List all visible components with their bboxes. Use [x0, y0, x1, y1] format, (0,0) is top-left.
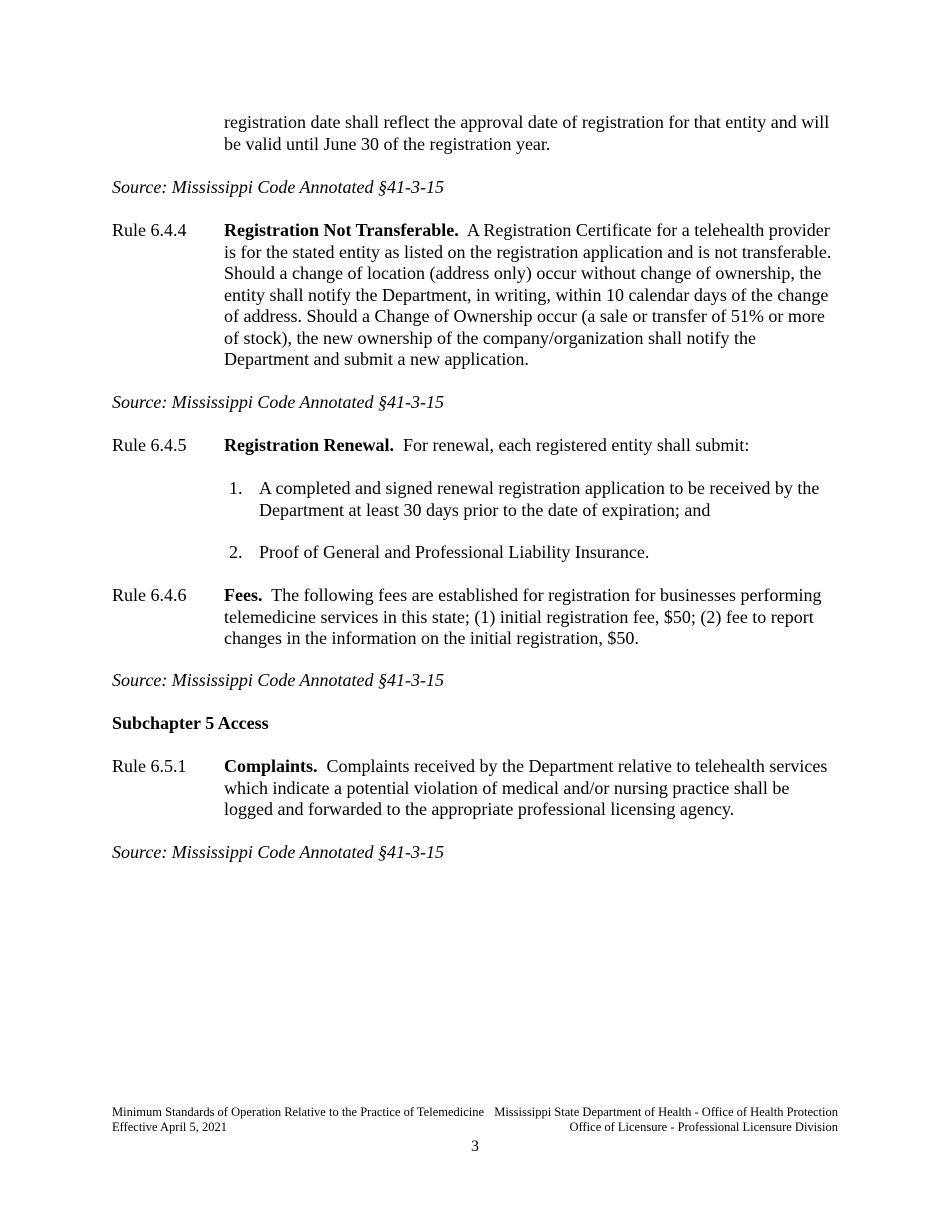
rule-title: Fees.: [224, 585, 263, 605]
footer-left: [112, 1105, 484, 1135]
page-number: 3: [471, 1138, 479, 1155]
rule-number: Rule 6.4.5: [112, 435, 187, 455]
list-item-text: Proof of General and Professional Liability Insurance.: [259, 542, 650, 562]
source-citation: Source: Mississippi Code Annotated §41-3-15: [112, 392, 444, 412]
footer-document-title: Minimum Standards of Operation Relative to the Practice of Telemedicine: [112, 1105, 485, 1119]
footer-division: Office of Licensure - Professional Licensure Division: [569, 1120, 838, 1134]
source-citation: Source: Mississippi Code Annotated §41-3-15: [112, 670, 444, 690]
source-citation: Source: Mississippi Code Annotated §41-3-15: [112, 177, 444, 197]
rule-title: Registration Renewal.: [224, 435, 394, 455]
footer-effective-date: Effective April 5, 2021: [112, 1120, 228, 1134]
footer-department: Mississippi State Department of Health - Office of Health Protection: [494, 1105, 838, 1119]
rule-number: Rule 6.4.4: [112, 220, 187, 240]
rule-6-4-6-text: [224, 585, 836, 650]
footer-right: [494, 1105, 838, 1135]
rule-body: For renewal, each registered entity shall submit:: [402, 435, 750, 455]
rule-body: The following fees are established for registration for businesses performing telemedicine services in this state; (1) initial registration fee, $50; (2) fee to report changes in the information on the initial registration, $50.: [224, 585, 822, 648]
rule-title: Complaints.: [224, 756, 318, 776]
rule-number: Rule 6.4.6: [112, 585, 187, 605]
rule-6-5-1-text: [224, 756, 836, 821]
rule-6-4-4-text: [224, 220, 836, 371]
list-item-number: 2.: [229, 542, 243, 562]
rule-number: Rule 6.5.1: [112, 756, 187, 776]
intro-paragraph: registration date shall reflect the approval date of registration for that entity and will be valid until June 30 of the registration year.: [224, 112, 830, 154]
list-item-number: 1.: [229, 478, 243, 498]
list-item-text: A completed and signed renewal registration application to be received by the Department at least 30 days prior to the date of expiration; and: [259, 478, 820, 520]
rule-body: A Registration Certificate for a telehealth provider is for the stated entity as listed on the registration application and is not transferable. Should a change of location (address only) occur without change of ownership, the entity shall notify the Department, in writing, within 10 calendar days of the change of address. Should a Change of Ownership occur (a sale or transfer of 51% or more of stock), the new ownership of the company/organization shall notify the Department and submit a new application.: [224, 220, 832, 369]
rule-body: Complaints received by the Department relative to telehealth services which indicate a potential violation of medical and/or nursing practice shall be logged and forwarded to the appropriate professional licensing agency.: [224, 756, 828, 819]
subchapter-heading: Subchapter 5 Access: [112, 713, 269, 733]
rule-6-4-5-text: [224, 435, 836, 457]
source-citation: Source: Mississippi Code Annotated §41-3-15: [112, 842, 444, 862]
rule-title: Registration Not Transferable.: [224, 220, 459, 240]
